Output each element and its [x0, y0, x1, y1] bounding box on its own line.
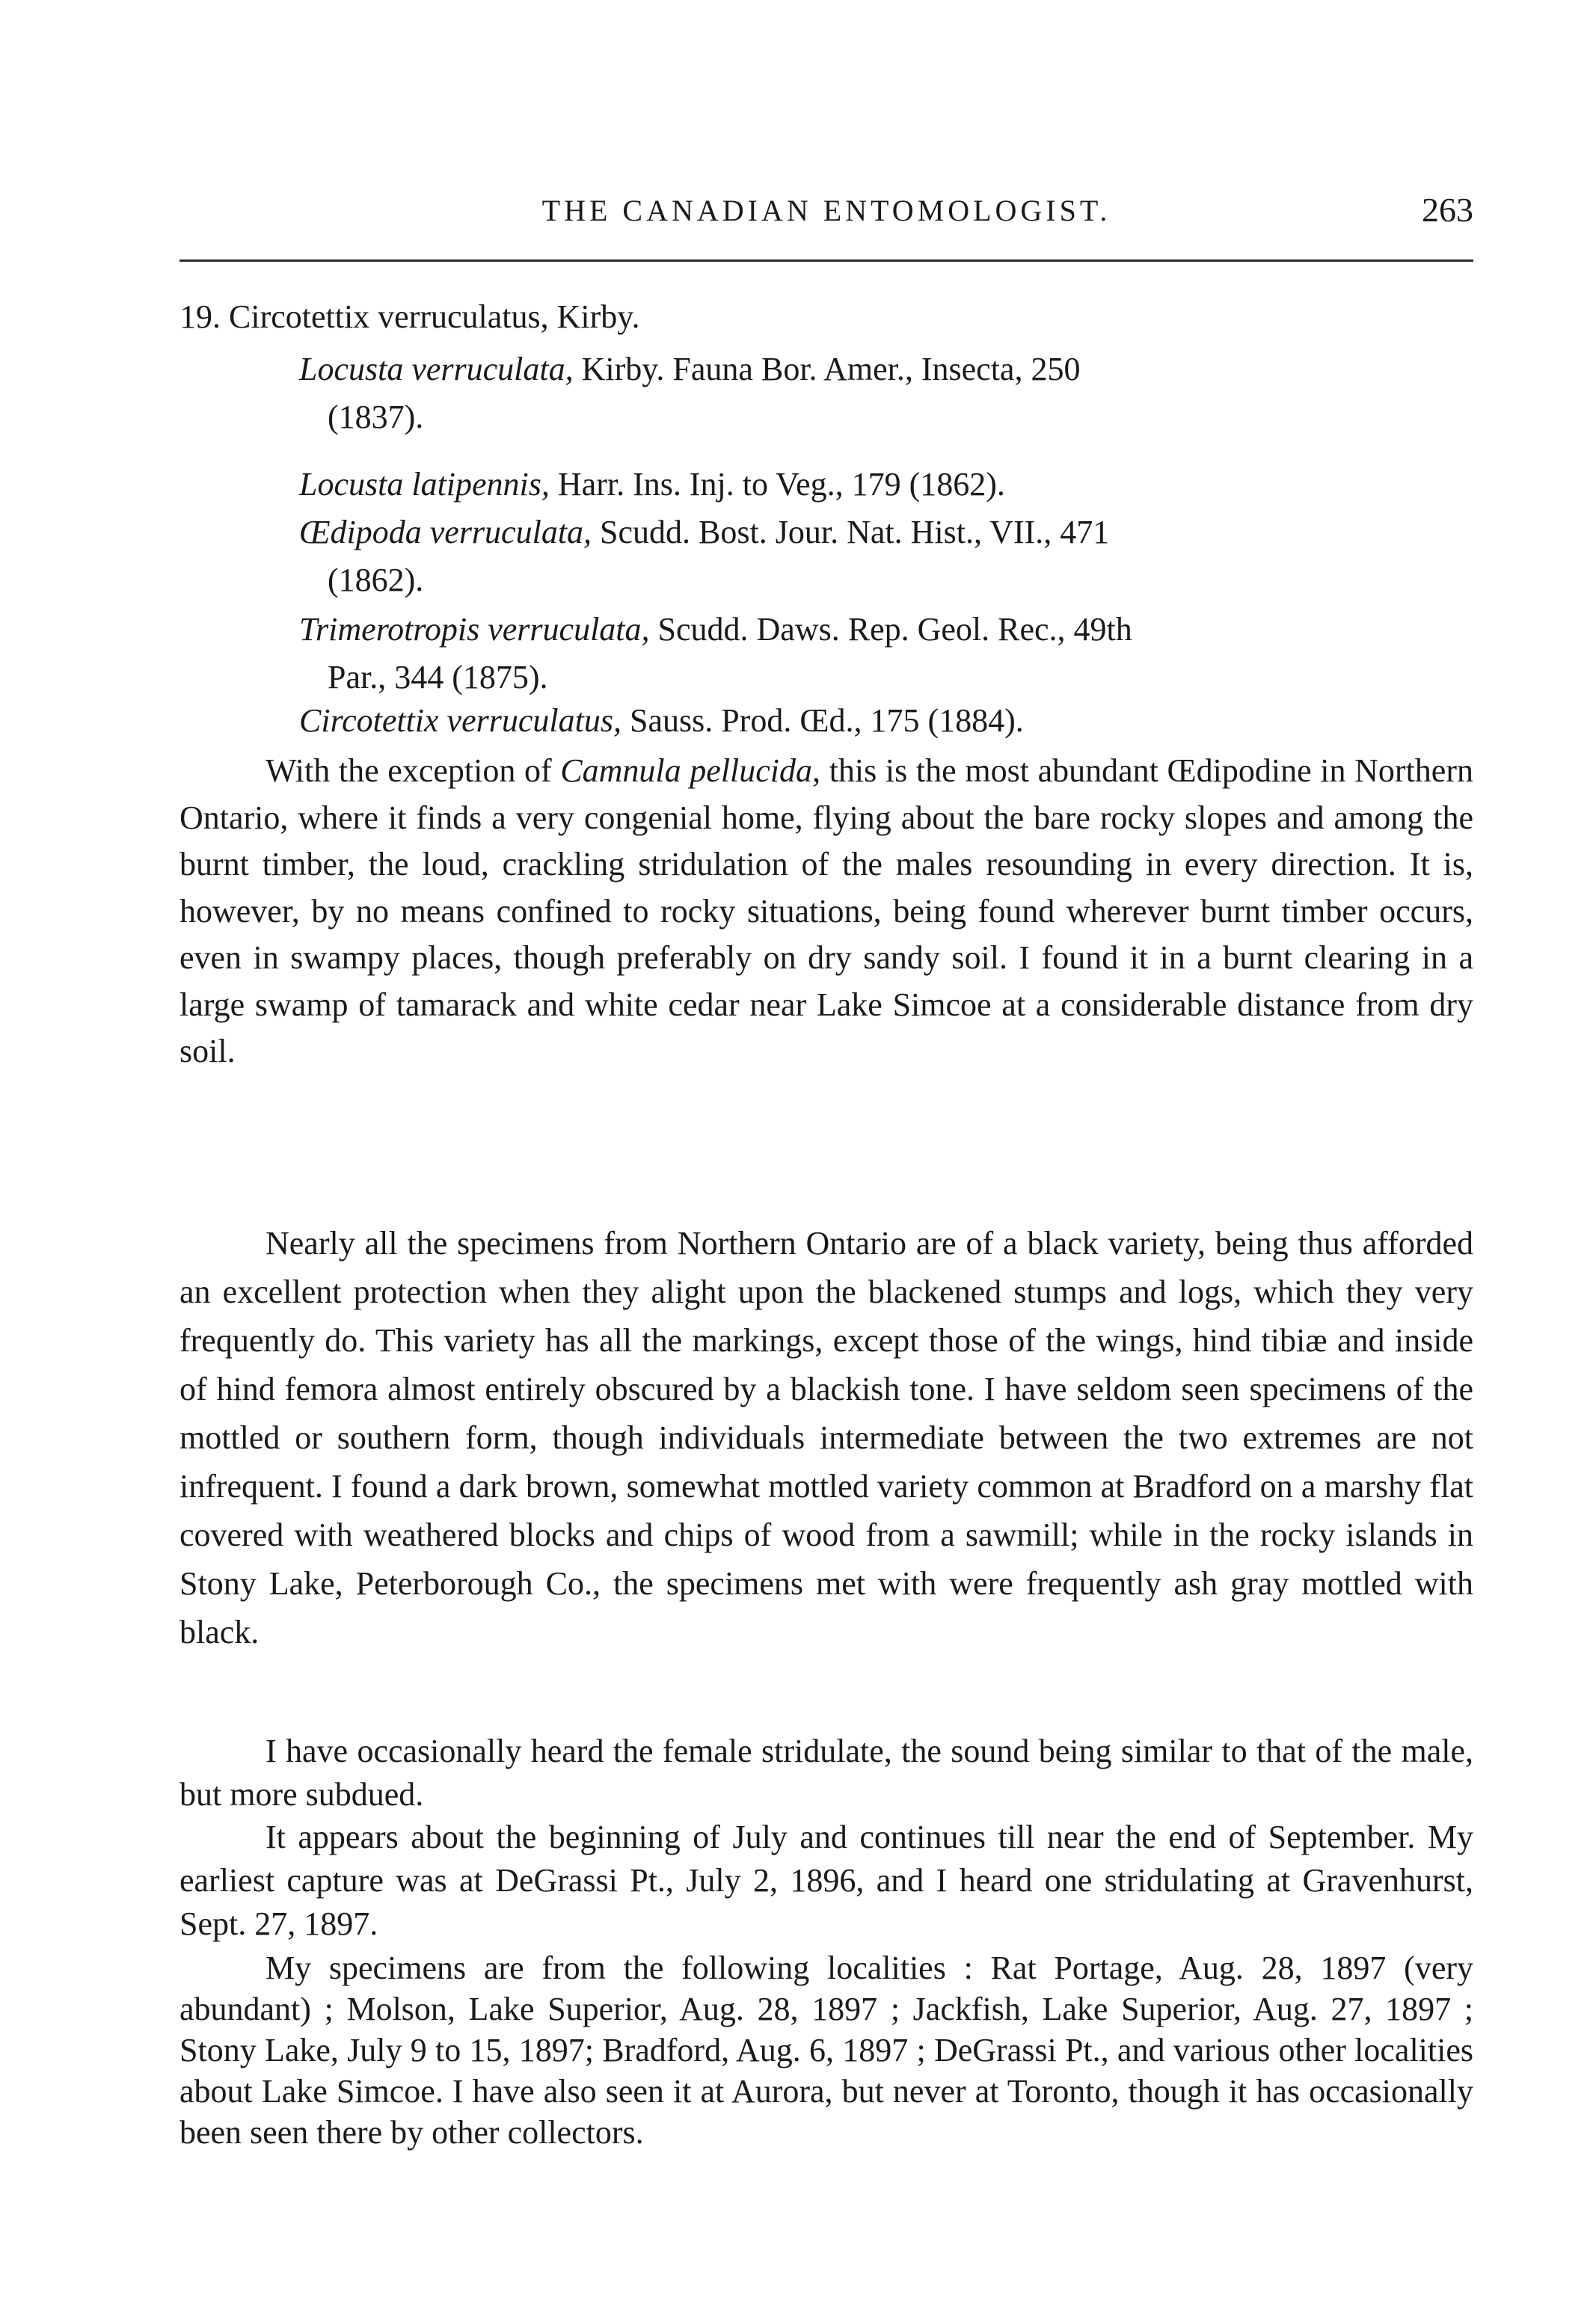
species-name-italic: Camnula pellucida — [560, 752, 813, 789]
header-rule — [179, 259, 1473, 262]
synonym-reference: Scudd. Bost. Jour. Nat. Hist., VII., 471 — [592, 514, 1110, 550]
synonym-name: Circotettix verruculatus, — [299, 702, 621, 739]
synonym-entry — [299, 509, 1466, 604]
paragraph-text: With the exception of — [266, 752, 561, 789]
synonym-name: Locusta latipennis, — [299, 466, 550, 503]
synonym-reference: Kirby. Fauna Bor. Amer., Insecta, 250 — [573, 351, 1081, 387]
paragraph-coloration: Nearly all the specimens from Northern Ontario are of a black variety, being thus afforded an excellent protection when they alight upon the blackened stumps and logs, which they very frequently do. This variety has all the markings, except those of the wings, hind tibiæ and inside of hind femora almost entirely obscured by a blackish tone. I have seldom seen specimens of the mottled or southern form, though individuals intermediate between the two extremes are not infrequent. I found a dark brown, somewhat mottled variety common at Bradford on a marshy flat covered with weathered blocks and chips of wood from a sawmill; while in the rocky islands in Stony Lake, Peterborough Co., the specimens met with were frequently ash gray mottled with black. — [179, 1225, 1473, 1650]
synonym-entry — [299, 606, 1466, 701]
synonym-reference-continued: (1837). — [328, 399, 424, 435]
synonym-name: Œdipoda verruculata, — [299, 514, 592, 550]
species-heading: 19. Circotettix verruculatus, Kirby. — [179, 298, 640, 335]
running-title: THE CANADIAN ENTOMOLOGIST. — [541, 194, 1111, 227]
synonym-reference-continued: (1862). — [328, 562, 424, 598]
synonym-reference-continued: Par., 344 (1875). — [328, 659, 548, 695]
synonym-entry — [299, 345, 1466, 441]
page-header — [179, 193, 1473, 238]
paragraph-localities: My specimens are from the following localities : Rat Portage, Aug. 28, 1897 (very abundant) ; Molson, Lake Superior, Aug. 28, 1897 ; Jackfish, Lake Superior, Aug. 27, 1897 ; Stony Lake, July 9 to 15, 1897; Bradford, Aug. 6, 1897 ; DeGrassi Pt., and various other localities about Lake Simcoe. I have also seen it at Aurora, but never at Toronto, though it has occasionally been seen there by other collectors. — [179, 1950, 1473, 2151]
page-number: 263 — [1422, 191, 1473, 229]
paragraph-text: , this is the most abundant Œdipodine in Northern Ontario, where it finds a very congenial home, flying about the bare rocky slopes and among the burnt timber, the loud, crackling stridulation of the males resounding in every direction. It is, however, by no means confined to rocky situations, being found wherever burnt timber occurs, even in swampy places, though preferably on dry sandy soil. I found it in a burnt clearing in a large swamp of tamarack and white cedar near Lake Simcoe at a considerable distance from dry soil. — [179, 752, 1473, 1069]
synonym-reference: Sauss. Prod. Œd., 175 (1884). — [621, 702, 1024, 739]
paragraph-habitat — [179, 748, 1473, 1075]
synonym-reference: Harr. Ins. Inj. to Veg., 179 (1862). — [549, 466, 1005, 503]
synonym-name: Trimerotropis verruculata, — [299, 611, 650, 648]
synonym-name: Locusta verruculata, — [299, 351, 574, 387]
synonym-entry — [299, 461, 1466, 509]
paragraph-season: It appears about the beginning of July and continues till near the end of September. My earliest capture was at DeGrassi Pt., July 2, 1896, and I heard one stridulating at Gravenhurst, Sept. 27, 1897. — [179, 1819, 1473, 1942]
synonym-reference: Scudd. Daws. Rep. Geol. Rec., 49th — [649, 611, 1132, 648]
paragraph-stridulation: I have occasionally heard the female stridulate, the sound being similar to that of the male, but more subdued. — [179, 1733, 1473, 1813]
synonym-entry — [299, 697, 1466, 745]
